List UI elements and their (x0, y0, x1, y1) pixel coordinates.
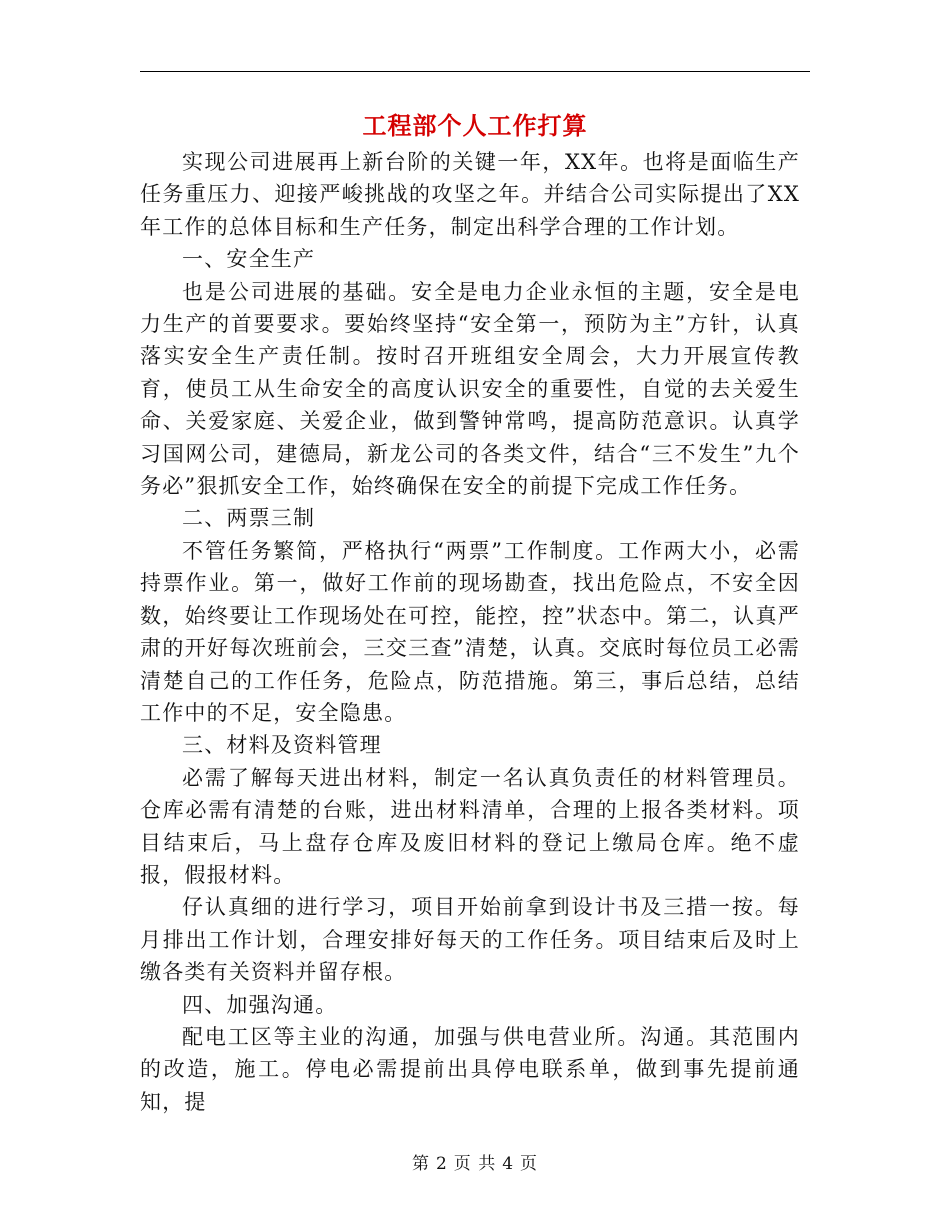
section-heading-safety: 一、安全生产 (182, 247, 316, 272)
two-tickets-paragraph: 不管任务繁简，严格执行“两票”工作制度。工作两大小，必需持票作业。第一，做好工作前的现场勘查，找出危险点，不安全因数，始终要让工作现场处在可控，能控，控”状态中。第二，认真严肃的开好每次班前会，三交三查”清楚，认真。交底时每位员工必需清楚自己的工作任务，危险点，防范措施。第三，事后总结，总结工作中的不足，安全隐患。 (140, 538, 800, 725)
header-rule (140, 71, 810, 72)
section-heading-two-tickets: 二、两票三制 (182, 506, 316, 531)
section-heading-communication: 四、加强沟通。 (182, 992, 338, 1017)
total-pages-number: 4 (502, 1154, 515, 1174)
document-title: 工程部个人工作打算 (362, 111, 588, 140)
page-mid-text: 页 共 (453, 1154, 497, 1174)
document-body (140, 146, 800, 1118)
materials-paragraph: 必需了解每天进出材料，制定一名认真负责任的材料管理员。仓库必需有清楚的台账，进出材料清单，合理的上报各类材料。项目结束后，马上盘存仓库及废旧材料的登记上缴局仓库。绝不虚报，假报材料。 (140, 765, 800, 887)
documents-paragraph: 仔认真细的进行学习，项目开始前拿到设计书及三措一按。每月排出工作计划，合理安排好每天的工作任务。项目结束后及时上缴各类有关资料并留存根。 (140, 895, 800, 985)
communication-paragraph: 配电工区等主业的沟通，加强与供电营业所。沟通。其范围内的改造，施工。停电必需提前出具停电联系单，做到事先提前通知，提 (140, 1024, 800, 1114)
intro-paragraph: 实现公司进展再上新台阶的关键一年，XX年。也将是面临生产任务重压力、迎接严峻挑战的攻坚之年。并结合公司实际提出了XX年工作的总体目标和生产任务，制定出科学合理的工作计划。 (140, 150, 800, 239)
safety-paragraph: 也是公司进展的基础。安全是电力企业永恒的主题，安全是电力生产的首要要求。要始终坚持“安全第一，预防为主”方针，认真落实安全生产责任制。按时召开班组安全周会，大力开展宣传教育，使员工从生命安全的高度认识安全的重要性，自觉的去关爱生命、关爱家庭、关爱企业，做到警钟常鸣，提高防范意识。认真学习国网公司，建德局，新龙公司的各类文件，结合“三不发生”九个务必”狠抓安全工作，始终确保在安全的前提下完成工作任务。 (140, 279, 800, 499)
page-prefix: 第 (411, 1154, 430, 1174)
current-page-number: 2 (435, 1154, 448, 1174)
page-number-footer (140, 1152, 810, 1176)
section-heading-materials: 三、材料及资料管理 (182, 733, 382, 758)
page-suffix: 页 (520, 1154, 539, 1174)
